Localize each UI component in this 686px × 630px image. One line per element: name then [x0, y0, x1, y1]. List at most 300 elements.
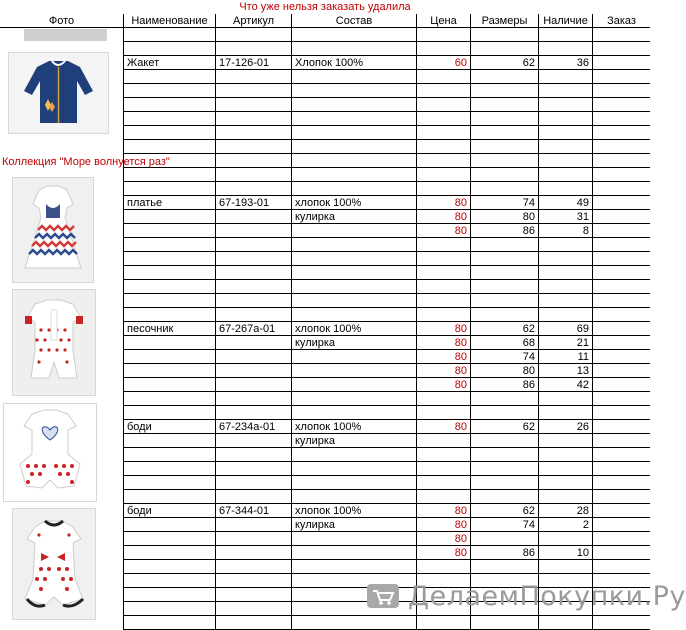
cell-stock[interactable]: 36 — [539, 56, 593, 70]
cell-composition[interactable] — [292, 28, 417, 42]
cell-order[interactable] — [593, 168, 650, 182]
cell-order[interactable] — [593, 42, 650, 56]
cell-composition[interactable] — [292, 70, 417, 84]
cell-composition[interactable] — [292, 378, 417, 392]
cell-article[interactable] — [216, 560, 292, 574]
cell-name[interactable] — [124, 294, 216, 308]
cell-order[interactable] — [593, 336, 650, 350]
cell-name[interactable] — [124, 182, 216, 196]
cell-size[interactable] — [471, 182, 539, 196]
cell-name[interactable] — [124, 602, 216, 616]
dress-photo[interactable] — [12, 177, 94, 283]
cell-article[interactable] — [216, 294, 292, 308]
cell-stock[interactable] — [539, 490, 593, 504]
cell-composition[interactable] — [292, 350, 417, 364]
cell-name[interactable] — [124, 350, 216, 364]
cell-size[interactable] — [471, 532, 539, 546]
cell-article[interactable] — [216, 364, 292, 378]
cell-size[interactable]: 86 — [471, 546, 539, 560]
cell-size[interactable] — [471, 616, 539, 630]
cell-name[interactable] — [124, 98, 216, 112]
cell-name[interactable] — [124, 112, 216, 126]
cell-size[interactable] — [471, 252, 539, 266]
cell-name[interactable] — [124, 392, 216, 406]
cell-article[interactable] — [216, 602, 292, 616]
cell-article[interactable] — [216, 112, 292, 126]
cell-stock[interactable] — [539, 560, 593, 574]
cell-name[interactable] — [124, 588, 216, 602]
cell-name[interactable] — [124, 616, 216, 630]
cell-stock[interactable] — [539, 238, 593, 252]
cell-article[interactable] — [216, 42, 292, 56]
cell-stock[interactable]: 13 — [539, 364, 593, 378]
cell-price[interactable] — [417, 308, 471, 322]
cell-price[interactable] — [417, 616, 471, 630]
cell-name[interactable] — [124, 490, 216, 504]
cell-stock[interactable]: 49 — [539, 196, 593, 210]
cell-size[interactable]: 86 — [471, 224, 539, 238]
cell-composition[interactable] — [292, 294, 417, 308]
cell-article[interactable]: 67-344-01 — [216, 504, 292, 518]
cell-order[interactable] — [593, 98, 650, 112]
bodysuit-photo[interactable] — [3, 403, 97, 502]
cell-article[interactable] — [216, 280, 292, 294]
cell-size[interactable]: 74 — [471, 196, 539, 210]
cell-stock[interactable] — [539, 112, 593, 126]
header-name[interactable]: Наименование — [124, 14, 216, 28]
cell-order[interactable] — [593, 378, 650, 392]
cell-article[interactable] — [216, 308, 292, 322]
cell-price[interactable]: 80 — [417, 224, 471, 238]
cell-price[interactable] — [417, 252, 471, 266]
cell-article[interactable] — [216, 224, 292, 238]
cell-name[interactable]: боди — [124, 504, 216, 518]
cell-size[interactable]: 74 — [471, 518, 539, 532]
cell-order[interactable] — [593, 210, 650, 224]
cell-article[interactable] — [216, 84, 292, 98]
cell-composition[interactable] — [292, 406, 417, 420]
cell-article[interactable] — [216, 350, 292, 364]
cell-stock[interactable] — [539, 42, 593, 56]
cell-order[interactable] — [593, 154, 650, 168]
cell-price[interactable] — [417, 266, 471, 280]
cell-order[interactable] — [593, 112, 650, 126]
cell-size[interactable]: 62 — [471, 420, 539, 434]
cell-order[interactable] — [593, 420, 650, 434]
cell-price[interactable]: 80 — [417, 504, 471, 518]
cell-price[interactable] — [417, 168, 471, 182]
cell-stock[interactable] — [539, 154, 593, 168]
cell-name[interactable]: боди — [124, 420, 216, 434]
cell-order[interactable] — [593, 294, 650, 308]
cell-size[interactable] — [471, 434, 539, 448]
cell-size[interactable]: 86 — [471, 378, 539, 392]
cell-article[interactable] — [216, 70, 292, 84]
cell-name[interactable] — [124, 280, 216, 294]
cell-stock[interactable] — [539, 266, 593, 280]
cell-price[interactable] — [417, 42, 471, 56]
cell-composition[interactable] — [292, 490, 417, 504]
cell-size[interactable] — [471, 462, 539, 476]
cell-order[interactable] — [593, 350, 650, 364]
cell-stock[interactable]: 11 — [539, 350, 593, 364]
cell-price[interactable] — [417, 126, 471, 140]
cell-composition[interactable] — [292, 532, 417, 546]
header-sizes[interactable]: Размеры — [471, 14, 539, 28]
cell-price[interactable] — [417, 448, 471, 462]
jacket-photo[interactable] — [8, 52, 109, 134]
cell-size[interactable] — [471, 126, 539, 140]
cell-order[interactable] — [593, 28, 650, 42]
cell-composition[interactable] — [292, 560, 417, 574]
cell-composition[interactable] — [292, 252, 417, 266]
cell-size[interactable] — [471, 448, 539, 462]
cell-order[interactable] — [593, 84, 650, 98]
cell-price[interactable] — [417, 238, 471, 252]
cell-order[interactable] — [593, 392, 650, 406]
header-stock[interactable]: Наличие — [539, 14, 593, 28]
cell-name[interactable] — [124, 42, 216, 56]
romper-photo[interactable] — [12, 289, 96, 396]
cell-composition[interactable] — [292, 84, 417, 98]
cell-price[interactable]: 80 — [417, 532, 471, 546]
cell-composition[interactable] — [292, 546, 417, 560]
cell-price[interactable] — [417, 154, 471, 168]
cell-stock[interactable] — [539, 126, 593, 140]
cell-size[interactable] — [471, 238, 539, 252]
cell-article[interactable] — [216, 140, 292, 154]
cell-article[interactable] — [216, 462, 292, 476]
cell-price[interactable]: 80 — [417, 518, 471, 532]
cell-photo[interactable] — [0, 28, 124, 42]
cell-order[interactable] — [593, 462, 650, 476]
cell-stock[interactable] — [539, 308, 593, 322]
header-order[interactable]: Заказ — [593, 14, 650, 28]
cell-name[interactable] — [124, 434, 216, 448]
cell-stock[interactable] — [539, 182, 593, 196]
cell-price[interactable] — [417, 140, 471, 154]
cell-photo[interactable] — [0, 140, 124, 154]
cell-composition[interactable] — [292, 308, 417, 322]
cell-composition[interactable] — [292, 112, 417, 126]
cell-stock[interactable]: 42 — [539, 378, 593, 392]
cell-article[interactable] — [216, 616, 292, 630]
cell-stock[interactable]: 8 — [539, 224, 593, 238]
cell-price[interactable] — [417, 182, 471, 196]
cell-name[interactable] — [124, 462, 216, 476]
cell-name[interactable] — [124, 518, 216, 532]
cell-price[interactable] — [417, 392, 471, 406]
cell-stock[interactable] — [539, 140, 593, 154]
cell-order[interactable] — [593, 448, 650, 462]
cell-size[interactable] — [471, 98, 539, 112]
cell-order[interactable] — [593, 364, 650, 378]
cell-name[interactable] — [124, 28, 216, 42]
cell-article[interactable] — [216, 168, 292, 182]
cell-price[interactable] — [417, 84, 471, 98]
cell-name[interactable]: Жакет — [124, 56, 216, 70]
cell-article[interactable] — [216, 392, 292, 406]
cell-composition[interactable]: кулирка — [292, 336, 417, 350]
cell-stock[interactable] — [539, 252, 593, 266]
cell-price[interactable]: 60 — [417, 56, 471, 70]
cell-order[interactable] — [593, 238, 650, 252]
cell-article[interactable] — [216, 252, 292, 266]
cell-price[interactable] — [417, 434, 471, 448]
cell-size[interactable] — [471, 294, 539, 308]
cell-stock[interactable]: 10 — [539, 546, 593, 560]
cell-composition[interactable]: хлопок 100% — [292, 322, 417, 336]
cell-name[interactable] — [124, 336, 216, 350]
cell-order[interactable] — [593, 518, 650, 532]
cell-name[interactable] — [124, 238, 216, 252]
cell-name[interactable] — [124, 252, 216, 266]
cell-stock[interactable]: 26 — [539, 420, 593, 434]
cell-stock[interactable] — [539, 70, 593, 84]
cell-size[interactable] — [471, 168, 539, 182]
cell-order[interactable] — [593, 126, 650, 140]
cell-article[interactable] — [216, 154, 292, 168]
cell-composition[interactable] — [292, 224, 417, 238]
cell-stock[interactable] — [539, 28, 593, 42]
cell-article[interactable]: 17-126-01 — [216, 56, 292, 70]
cell-composition[interactable]: кулирка — [292, 210, 417, 224]
cell-order[interactable] — [593, 196, 650, 210]
cell-price[interactable]: 80 — [417, 336, 471, 350]
cell-stock[interactable] — [539, 476, 593, 490]
cell-article[interactable] — [216, 182, 292, 196]
cell-article[interactable]: 67-234а-01 — [216, 420, 292, 434]
cell-size[interactable] — [471, 490, 539, 504]
cell-size[interactable] — [471, 70, 539, 84]
cell-size[interactable] — [471, 392, 539, 406]
cell-name[interactable]: песочник — [124, 322, 216, 336]
cell-article[interactable] — [216, 532, 292, 546]
cell-size[interactable] — [471, 476, 539, 490]
cell-size[interactable] — [471, 406, 539, 420]
cell-order[interactable] — [593, 546, 650, 560]
cell-composition[interactable]: кулирка — [292, 434, 417, 448]
cell-price[interactable] — [417, 98, 471, 112]
cell-stock[interactable] — [539, 406, 593, 420]
cell-composition[interactable] — [292, 364, 417, 378]
cell-price[interactable]: 80 — [417, 364, 471, 378]
cell-stock[interactable]: 2 — [539, 518, 593, 532]
cell-size[interactable] — [471, 308, 539, 322]
cell-stock[interactable] — [539, 434, 593, 448]
cell-article[interactable] — [216, 518, 292, 532]
cell-price[interactable]: 80 — [417, 350, 471, 364]
cell-composition[interactable] — [292, 266, 417, 280]
cell-order[interactable] — [593, 476, 650, 490]
cell-composition[interactable]: хлопок 100% — [292, 196, 417, 210]
cell-price[interactable] — [417, 476, 471, 490]
cell-order[interactable] — [593, 280, 650, 294]
cell-stock[interactable] — [539, 462, 593, 476]
cell-stock[interactable] — [539, 294, 593, 308]
cell-price[interactable]: 80 — [417, 210, 471, 224]
cell-size[interactable]: 62 — [471, 322, 539, 336]
cell-composition[interactable] — [292, 154, 417, 168]
bodysuit-bow-photo[interactable] — [12, 508, 96, 620]
cell-name[interactable] — [124, 378, 216, 392]
cell-order[interactable] — [593, 560, 650, 574]
header-price[interactable]: Цена — [417, 14, 471, 28]
cell-order[interactable] — [593, 322, 650, 336]
cell-order[interactable] — [593, 504, 650, 518]
cell-composition[interactable] — [292, 448, 417, 462]
cell-order[interactable] — [593, 56, 650, 70]
cell-price[interactable] — [417, 462, 471, 476]
header-article[interactable]: Артикул — [216, 14, 292, 28]
cell-article[interactable] — [216, 406, 292, 420]
cell-article[interactable] — [216, 434, 292, 448]
cell-composition[interactable] — [292, 168, 417, 182]
cell-price[interactable] — [417, 560, 471, 574]
cell-name[interactable] — [124, 532, 216, 546]
cell-article[interactable] — [216, 378, 292, 392]
cell-composition[interactable] — [292, 42, 417, 56]
cell-article[interactable] — [216, 28, 292, 42]
cell-order[interactable] — [593, 406, 650, 420]
cell-order[interactable] — [593, 182, 650, 196]
cell-size[interactable] — [471, 154, 539, 168]
cell-name[interactable] — [124, 140, 216, 154]
cell-order[interactable] — [593, 490, 650, 504]
cell-name[interactable] — [124, 546, 216, 560]
cell-size[interactable] — [471, 560, 539, 574]
cell-size[interactable] — [471, 140, 539, 154]
cell-price[interactable] — [417, 112, 471, 126]
cell-price[interactable]: 80 — [417, 322, 471, 336]
cell-composition[interactable] — [292, 280, 417, 294]
cell-composition[interactable] — [292, 182, 417, 196]
cell-name[interactable] — [124, 364, 216, 378]
cell-article[interactable] — [216, 574, 292, 588]
cell-size[interactable] — [471, 42, 539, 56]
cell-article[interactable]: 67-193-01 — [216, 196, 292, 210]
cell-name[interactable] — [124, 574, 216, 588]
cell-composition[interactable]: кулирка — [292, 518, 417, 532]
cell-name[interactable] — [124, 210, 216, 224]
cell-stock[interactable] — [539, 448, 593, 462]
cell-article[interactable] — [216, 98, 292, 112]
cell-name[interactable] — [124, 126, 216, 140]
cell-size[interactable]: 74 — [471, 350, 539, 364]
cell-order[interactable] — [593, 140, 650, 154]
cell-composition[interactable] — [292, 140, 417, 154]
cell-size[interactable]: 68 — [471, 336, 539, 350]
cell-size[interactable]: 62 — [471, 56, 539, 70]
cell-stock[interactable] — [539, 280, 593, 294]
cell-stock[interactable]: 21 — [539, 336, 593, 350]
cell-composition[interactable]: хлопок 100% — [292, 504, 417, 518]
cell-name[interactable] — [124, 308, 216, 322]
cell-price[interactable] — [417, 28, 471, 42]
cell-price[interactable] — [417, 490, 471, 504]
cell-composition[interactable] — [292, 616, 417, 630]
cell-order[interactable] — [593, 434, 650, 448]
cell-composition[interactable]: Хлопок 100% — [292, 56, 417, 70]
cell-article[interactable] — [216, 126, 292, 140]
cell-order[interactable] — [593, 532, 650, 546]
cell-stock[interactable]: 28 — [539, 504, 593, 518]
cell-composition[interactable] — [292, 126, 417, 140]
cell-price[interactable]: 80 — [417, 546, 471, 560]
cell-price[interactable]: 80 — [417, 420, 471, 434]
cell-order[interactable] — [593, 224, 650, 238]
cell-size[interactable]: 62 — [471, 504, 539, 518]
cell-composition[interactable] — [292, 238, 417, 252]
cell-price[interactable] — [417, 406, 471, 420]
cell-order[interactable] — [593, 70, 650, 84]
cell-order[interactable] — [593, 266, 650, 280]
cell-article[interactable] — [216, 210, 292, 224]
cell-article[interactable] — [216, 476, 292, 490]
cell-article[interactable] — [216, 266, 292, 280]
cell-name[interactable] — [124, 448, 216, 462]
header-photo[interactable]: Фото — [0, 14, 124, 28]
cell-price[interactable] — [417, 294, 471, 308]
cell-article[interactable] — [216, 588, 292, 602]
cell-stock[interactable] — [539, 616, 593, 630]
cell-composition[interactable] — [292, 392, 417, 406]
cell-composition[interactable] — [292, 98, 417, 112]
cell-article[interactable] — [216, 490, 292, 504]
cell-size[interactable]: 80 — [471, 210, 539, 224]
cell-order[interactable] — [593, 308, 650, 322]
cell-size[interactable] — [471, 280, 539, 294]
cell-size[interactable] — [471, 84, 539, 98]
cell-price[interactable]: 80 — [417, 196, 471, 210]
cell-stock[interactable]: 69 — [539, 322, 593, 336]
cell-composition[interactable]: хлопок 100% — [292, 420, 417, 434]
cell-name[interactable] — [124, 560, 216, 574]
cell-name[interactable] — [124, 84, 216, 98]
cell-name[interactable] — [124, 168, 216, 182]
cell-stock[interactable] — [539, 168, 593, 182]
cell-stock[interactable] — [539, 84, 593, 98]
cell-article[interactable] — [216, 336, 292, 350]
cell-composition[interactable] — [292, 462, 417, 476]
cell-name[interactable] — [124, 224, 216, 238]
cell-name[interactable] — [124, 476, 216, 490]
cell-stock[interactable] — [539, 532, 593, 546]
cell-stock[interactable] — [539, 392, 593, 406]
cell-price[interactable] — [417, 70, 471, 84]
cell-name[interactable]: платье — [124, 196, 216, 210]
cell-composition[interactable] — [292, 476, 417, 490]
cell-size[interactable] — [471, 28, 539, 42]
cell-stock[interactable] — [539, 98, 593, 112]
cell-name[interactable] — [124, 70, 216, 84]
cell-article[interactable]: 67-267а-01 — [216, 322, 292, 336]
cell-stock[interactable]: 31 — [539, 210, 593, 224]
cell-name[interactable] — [124, 266, 216, 280]
cell-order[interactable] — [593, 616, 650, 630]
cell-price[interactable] — [417, 280, 471, 294]
cell-size[interactable]: 80 — [471, 364, 539, 378]
cell-size[interactable] — [471, 112, 539, 126]
cell-article[interactable] — [216, 546, 292, 560]
cell-article[interactable] — [216, 448, 292, 462]
cell-price[interactable]: 80 — [417, 378, 471, 392]
cell-order[interactable] — [593, 252, 650, 266]
header-composition[interactable]: Состав — [292, 14, 417, 28]
cell-name[interactable] — [124, 406, 216, 420]
cell-article[interactable] — [216, 238, 292, 252]
cell-size[interactable] — [471, 266, 539, 280]
